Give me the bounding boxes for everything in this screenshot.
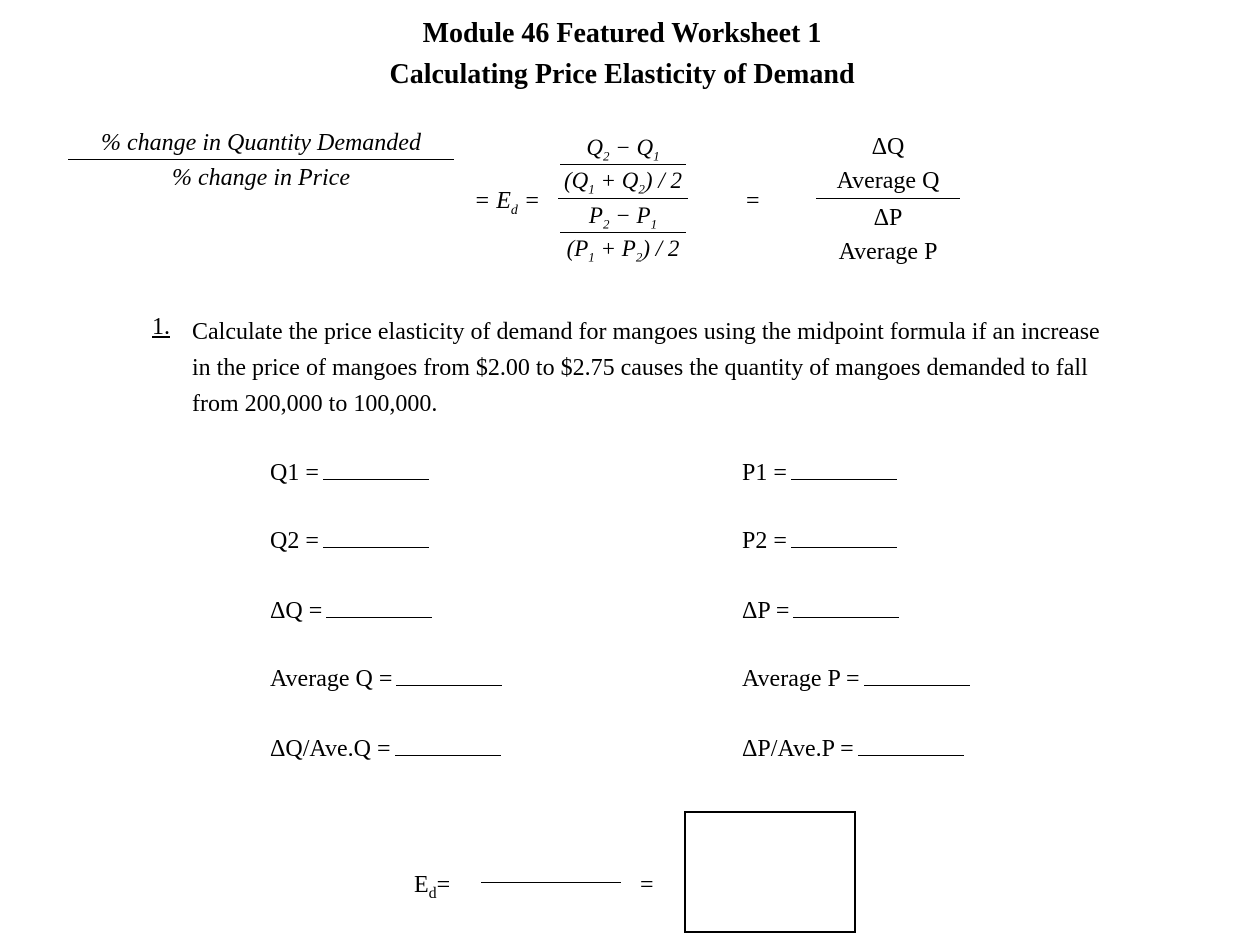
average-p-label: Average P xyxy=(838,239,938,265)
delta-q: ΔQ xyxy=(871,134,905,160)
question-text: Calculate the price elasticity of demand for mangoes using the midpoint formula if an increase in the price of mangoes from $2.00 to $2.75 causes the quantity of mangoes demanded to fall from 200,000 to 100,000. xyxy=(192,319,1100,417)
answer-blank[interactable] xyxy=(791,459,897,480)
final-equals: = xyxy=(640,872,654,898)
answer-blank[interactable] xyxy=(858,735,964,756)
midpoint-formula xyxy=(558,132,688,265)
ed-final-label: $E_d=$ xyxy=(414,872,451,902)
ed-symbol: E xyxy=(496,188,511,214)
equals-sign: = xyxy=(746,188,760,214)
word-formula xyxy=(68,127,454,194)
q-difference: $Q_2 - Q_1$ xyxy=(586,135,660,164)
answer-blank[interactable] xyxy=(323,527,429,548)
ed-answer-line[interactable] xyxy=(481,882,621,883)
p-difference: $P_2 - P_1$ xyxy=(588,203,658,232)
field-delta-p-ratio: ΔP/Ave.P = xyxy=(742,734,964,764)
average-q-label: Average Q xyxy=(836,168,940,194)
field-q2: Q2 = xyxy=(270,526,429,556)
q-average: $(Q_1 + Q_2) / 2$ xyxy=(564,168,682,197)
answer-blank[interactable] xyxy=(864,665,970,686)
answer-blank[interactable] xyxy=(396,665,502,686)
word-denominator: % change in Price xyxy=(172,165,350,191)
field-p2: P2 = xyxy=(742,526,897,556)
ed-equals: = $E_d$ = xyxy=(474,188,541,218)
main-fraction-bar xyxy=(558,198,688,199)
fraction-bar xyxy=(68,159,454,160)
answer-blank[interactable] xyxy=(793,597,899,618)
worksheet-title: Module 46 Featured Worksheet 1 xyxy=(422,18,822,49)
field-average-p: Average P = xyxy=(742,664,970,694)
field-delta-p: ΔP = xyxy=(742,596,899,626)
field-delta-q: ΔQ = xyxy=(270,596,432,626)
question-number: 1. xyxy=(152,314,170,340)
field-delta-q-ratio: ΔQ/Ave.Q = xyxy=(270,734,501,764)
answer-blank[interactable] xyxy=(326,597,432,618)
answer-blank[interactable] xyxy=(395,735,501,756)
answer-blank[interactable] xyxy=(323,459,429,480)
delta-formula xyxy=(816,130,960,269)
answer-blank[interactable] xyxy=(791,527,897,548)
fraction-bar xyxy=(816,198,960,199)
field-average-q: Average Q = xyxy=(270,664,502,694)
p-average: $(P_1 + P_2) / 2$ xyxy=(566,236,680,265)
delta-p: ΔP xyxy=(873,205,903,231)
worksheet-subtitle: Calculating Price Elasticity of Demand xyxy=(389,59,855,90)
word-numerator: % change in Quantity Demanded xyxy=(101,130,421,156)
answer-box[interactable] xyxy=(684,811,856,933)
field-p1: P1 = xyxy=(742,458,897,488)
field-q1: Q1 = xyxy=(270,458,429,488)
